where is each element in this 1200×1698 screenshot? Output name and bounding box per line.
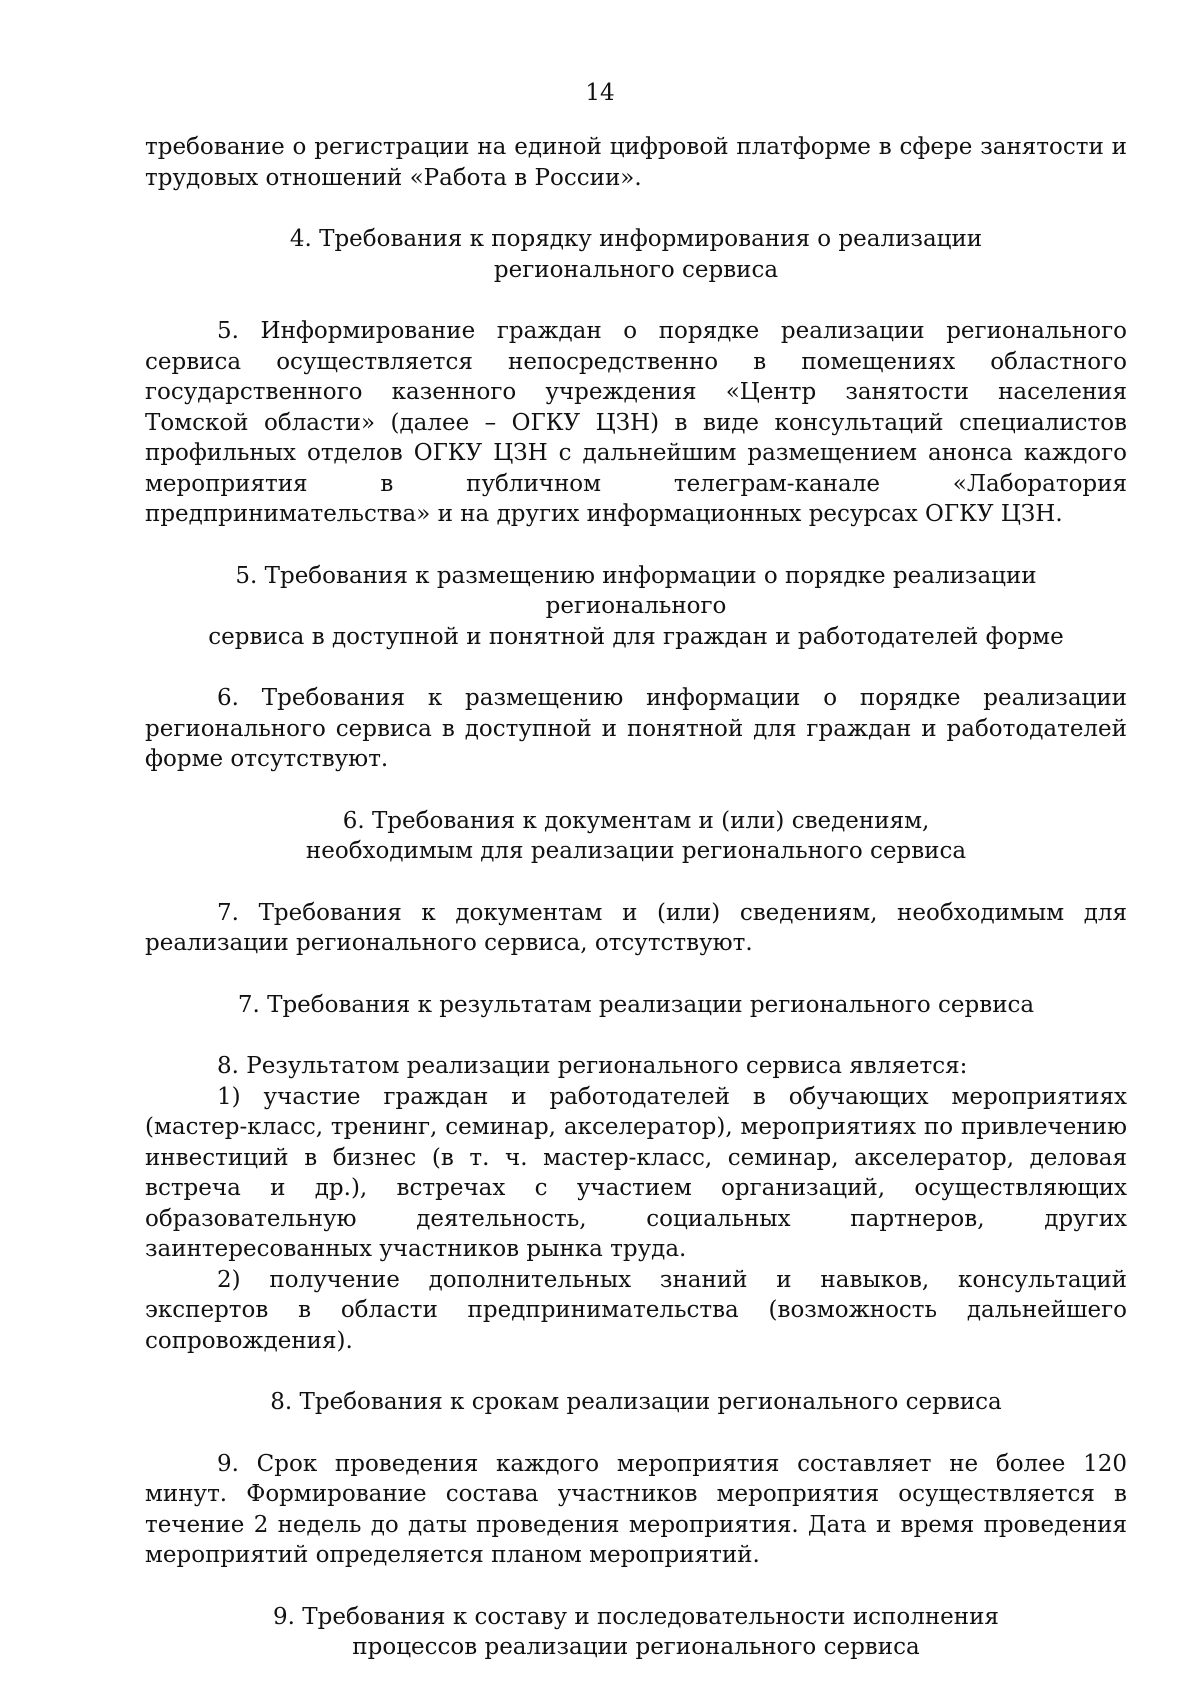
paragraph-intro: требование о регистрации на единой цифровой платформе в сфере занятости и трудовых отношений «Работа в России».: [145, 134, 1127, 191]
section-heading-9: [145, 1602, 1127, 1663]
section-heading-6-line1: 6. Требования к документам и (или) сведениям,: [342, 807, 930, 834]
section-heading-8-line1: 8. Требования к срокам реализации регионального сервиса: [270, 1389, 1002, 1415]
section-heading-9-line1: 9. Требования к составу и последовательности исполнения: [273, 1603, 999, 1630]
paragraph-5: 5. Информирование граждан о порядке реализации регионального сервиса осуществляется непосредственно в помещениях областного государственного казенного учреждения «Центр занятости населения Томской области» (далее – ОГКУ ЦЗН) в виде консультаций специалистов профильных отделов ОГКУ ЦЗН с дальнейшим размещением анонса каждого мероприятия в публичном телеграм-канале «Лаборатория предпринимательства» и на других информационных ресурсах ОГКУ ЦЗН.: [145, 318, 1127, 527]
paragraph-6: 6. Требования к размещению информации о порядке реализации регионального сервиса в доступной и понятной для граждан и работодателей форме отсутствуют.: [145, 685, 1127, 772]
section-heading-6: [145, 806, 1127, 867]
section-heading-6-line2: необходимым для реализации регионального сервиса: [305, 838, 967, 864]
paragraph-7: 7. Требования к документам и (или) сведениям, необходимым для реализации регионального сервиса, отсутствуют.: [145, 899, 1127, 956]
page-number: 14: [585, 80, 615, 106]
paragraph-8: 8. Результатом реализации регионального сервиса является:: [217, 1053, 968, 1079]
section-heading-8: [145, 1387, 1127, 1418]
section-heading-4: [145, 224, 1127, 285]
paragraph-8-item-1: 1) участие граждан и работодателей в обучающих мероприятиях (мастер-класс, тренинг, семинар, акселератор), мероприятиях по привлечению инвестиций в бизнес (в т. ч. мастер-класс, семинар, акселератор, деловая встреча и др.), встречах с участием организаций, осуществляющих образовательную деятельность, социальных партнеров, других заинтересованных участников рынка труда.: [145, 1083, 1127, 1262]
section-heading-5-line1: 5. Требования к размещению информации о порядке реализации регионального: [235, 562, 1037, 619]
section-heading-5-line2: сервиса в доступной и понятной для граждан и работодателей форме: [208, 623, 1064, 650]
section-heading-7-line1: 7. Требования к результатам реализации регионального сервиса: [237, 991, 1035, 1018]
section-heading-4-line1: 4. Требования к порядку информирования о реализации: [289, 226, 983, 252]
section-heading-5: [145, 561, 1127, 653]
document-body: [145, 132, 1127, 1663]
section-heading-4-line2: регионального сервиса: [493, 256, 779, 283]
section-heading-9-line2: процессов реализации регионального сервиса: [352, 1634, 920, 1660]
paragraph-8-item-2: 2) получение дополнительных знаний и навыков, консультаций экспертов в области предпринимательства (возможность дальнейшего сопровождения).: [145, 1266, 1127, 1354]
section-heading-7: [145, 990, 1127, 1021]
paragraph-9: 9. Срок проведения каждого мероприятия составляет не более 120 минут. Формирование состава участников мероприятия осуществляется в течение 2 недель до даты проведения мероприятия. Дата и время проведения мероприятий определяется планом мероприятий.: [145, 1450, 1127, 1568]
